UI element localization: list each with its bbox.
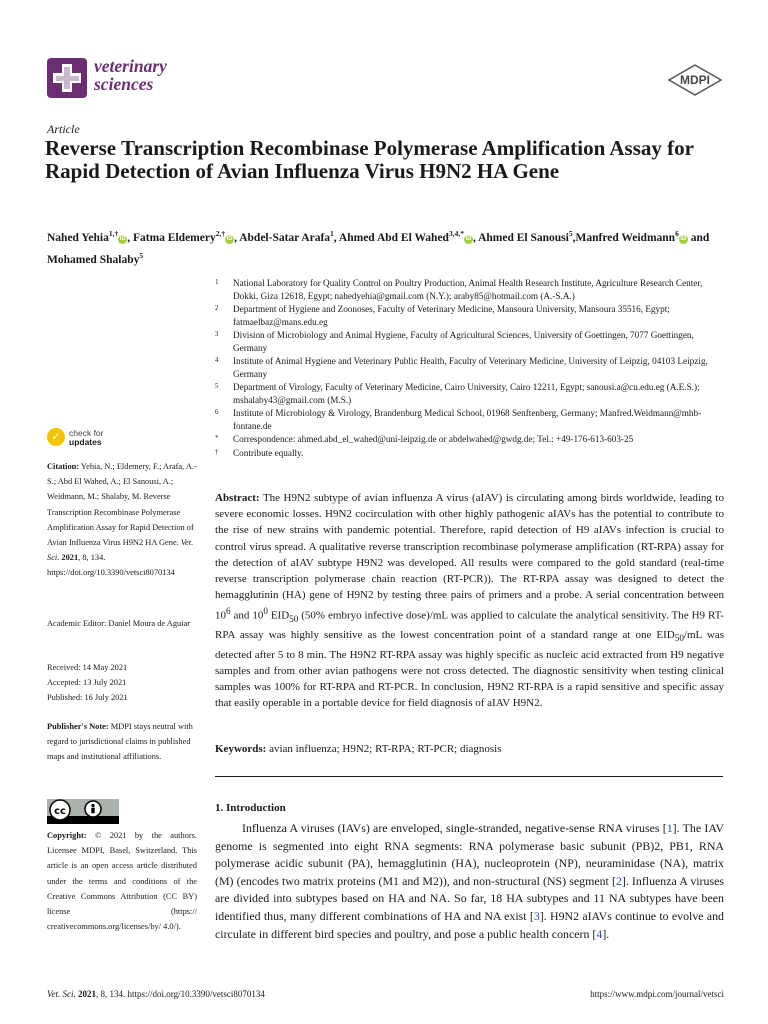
author-name: Manfred Weidmann [575,231,676,244]
journal-name [94,57,224,93]
abstract-text-4: (50% embryo infective dose)/mL was applied to calculate the analytical sensitivity. The H9 RT-RPA assay was highly sensitive as the lowest concentration point of a standard range at one EID [215,610,724,642]
abstract-sub-2: 50 [674,633,684,644]
abstract-text-3: EID [267,610,290,623]
intro-text-4: ]. H9N2 aIAVs continue to evolve and circulate in different bird species and poultry, and pose a public health concern [ [215,908,724,941]
article-type: Article [47,122,80,136]
author-separator: and [687,231,710,244]
affiliation-text: Correspondence: ahmed.abd_el_wahed@uni-leipzig.de or abdelwahed@gwdg.de; Tel.: +49-176-613-603-25 [233,434,634,444]
affiliation-text: Institute of Microbiology & Virology, Brandenburg Medical School, 01968 Senftenberg, Germany; Manfred.Weidmann@mhb-fontane.de [233,408,702,431]
check-for-updates-badge[interactable] [47,428,127,452]
affiliation-mark: 3 [215,330,219,338]
affiliation-item [215,277,727,302]
cc-by-license-icon[interactable] [47,799,119,824]
affiliation-item [215,433,727,446]
footer-year: 2021 [78,989,96,999]
journal-name-line2: sciences [94,74,154,94]
affiliation-mark: 1 [215,278,219,286]
affiliation-mark: 6 [215,408,219,416]
article-dates [47,660,199,706]
author [572,229,710,244]
author [338,229,479,244]
journal-cross-logo-icon [47,58,87,98]
orcid-icon[interactable]: iD [226,235,233,242]
footer-citation [47,989,265,999]
author [47,250,144,266]
author-affiliation-marks: 1,† [108,229,119,238]
citation-year: 2021 [61,553,79,563]
affiliation-mark: * [215,434,219,442]
footer-journal: Vet. Sci. [47,989,76,999]
author-name: Fatma Eldemery [133,231,216,244]
author-name: Nahed Yehia [47,231,109,244]
affiliation-mark: † [215,447,219,456]
author-name: Abdel-Satar Arafa [239,231,331,244]
introduction-paragraph [215,820,724,943]
intro-text-2: ]. The IAV genome is segmented into eight RNA segments: RNA polymerase basic subunit (PB)2, PB1, RNA polymerase acidic subunit (PA), hemagglutinin (HA), nucleoprotein (NP), neuraminidase (NA), matrix (M) (encodes two matrix proteins (M1 and M2)), and non-structural (NS) segment [ [215,821,725,888]
copyright-label: Copyright: [47,831,87,840]
author-affiliation-marks: 1 [330,229,334,238]
affiliation-item [215,447,727,460]
reference-link[interactable]: 3 [533,908,540,923]
mdpi-logo-icon [667,64,723,96]
intro-text-3: ]. Influenza A viruses are divided into subtypes based on HA and NA. So far, 18 HA subtypes and 11 NA subtypes have been identified thus, many different combinations of HA and NA exist [ [215,873,724,923]
author-name: Ahmed Abd El Wahed [338,231,449,244]
abstract-sup-1: 6 [226,606,231,617]
author [239,229,339,244]
affiliation-item [215,381,727,406]
publisher-name: MDPI [680,73,710,87]
affiliations [215,277,727,460]
article-title: Reverse Transcription Recombinase Polymerase Amplification Assay for Rapid Detection of Avian Influenza Virus H9N2 HA Gene [45,136,694,183]
author-affiliation-marks: 3,4,* [448,229,464,238]
published-date: Published: 16 July 2021 [47,693,128,703]
section-divider [215,776,723,777]
affiliation-item [215,329,727,354]
abstract-text-2: and 10 [230,610,264,623]
abstract-sup-2: 0 [263,606,268,617]
author [133,229,240,244]
orcid-icon[interactable]: iD [465,235,472,242]
citation-doi[interactable]: , 8, 134. https://doi.org/10.3390/vetsci8070134 [47,553,175,578]
updates-line2: updates [69,436,102,447]
abstract-label: Abstract: [215,492,260,504]
author-name: Ahmed El Sanousi [478,231,569,244]
affiliation-text: Institute of Animal Hygiene and Veterinary Public Health, Faculty of Veterinary Medicine, University of Leipzig, 04103 Leipzig, Germany [233,356,708,379]
affiliation-text: Department of Virology, Faculty of Veterinary Medicine, Cairo University, Cairo 12211, Egypt; sanousi.a@cu.edu.eg (A.E.S.); mshalaby43@gmail.com (M.S.) [233,382,700,405]
affiliation-mark: 5 [215,382,219,390]
author-separator: , [333,231,339,244]
author-separator: , [472,231,479,244]
publisher-note [47,719,199,765]
author-name: Mohamed Shalaby [47,253,140,266]
affiliation-text: Contribute equally. [233,447,304,458]
academic-editor: Academic Editor: Daniel Moura de Aguiar [47,619,191,628]
affiliation-text: Division of Microbiology and Animal Hygiene, Faculty of Agricultural Sciences, University of Goettingen, 7077 Goettingen, Germany [233,330,694,353]
copyright-text: © 2021 by the authors. Licensee MDPI, Basel, Switzerland. This article is an open access article distributed under the terms and conditions of the Creative Commons Attribution (CC BY) license (https:// creativecommons.org/licenses/by/ 4.0/). [47,831,198,932]
received-date: Received: 14 May 2021 [47,663,128,672]
svg-text:cc: cc [54,806,66,817]
reference-link[interactable]: 1 [666,821,673,835]
section-heading: 1. Introduction [215,802,286,814]
reference-link[interactable]: 4 [596,926,603,941]
orcid-icon[interactable]: iD [680,235,687,242]
citation-label: Citation: [47,462,80,471]
citation [47,459,199,581]
citation-journal: Vet. Sci. [47,538,194,563]
orcid-icon[interactable]: iD [119,235,126,242]
intro-text-1: Influenza A viruses (IAVs) are enveloped, single-stranded, negative-sense RNA viruses [ [242,821,667,835]
author-list [47,225,727,269]
publisher-note-text: MDPI stays neutral with regard to jurisdictional claims in published maps and institutional affiliations. [47,722,193,762]
author [478,229,576,244]
updates-line1: check for [69,428,104,438]
affiliation-item [215,303,727,328]
affiliation-item [215,355,727,380]
keywords [215,741,724,757]
affiliation-mark: 2 [215,304,219,312]
author-affiliation-marks: 5 [568,229,573,238]
accepted-date: Accepted: 13 July 2021 [47,678,127,688]
abstract-text-1: The H9N2 subtype of avian influenza A virus (aIAV) is circulating among birds worldwide, leading to severe economic losses. H9N2 cocirculation with other highly pathogenic aIAVs has the potential to contribute to the rise of new strains with pandemic potential. Therefore, rapid detection of H9 aIAVs infection is crucial to control virus spread. A qualitative reverse transcription recombinase polymerase amplification (RT-RPA) assay for the detection of aIAV subtype H9N2 was developed. All results were compared to the gold standard (real-time reverse transcription polymerase chain reaction (RT-PCR)). The RT-RPA assay was designed to detect the hemagglutinin (HA) gene of H9N2 by testing three pairs of primers and a probe. A serial concentration between 10 [215,492,724,623]
abstract-sub-1: 50 [289,614,299,625]
keywords-text: avian influenza; H9N2; RT-RPA; RT-PCR; diagnosis [269,743,502,755]
author [47,229,133,244]
author-separator: , [572,231,576,244]
affiliation-item [215,407,727,432]
author-affiliation-marks: 6 [675,229,679,238]
affiliation-mark: 4 [215,356,219,364]
check-for-updates-icon: ✓ [47,428,65,446]
author-separator: , [234,231,240,244]
reference-link[interactable]: 2 [615,873,622,888]
journal-name-line1: veterinary [94,56,167,76]
keywords-label: Keywords: [215,743,267,755]
author-affiliation-marks: 5 [139,250,144,260]
copyright-notice [47,828,197,934]
abstract [215,490,724,712]
intro-text-5: ]. [602,926,610,941]
publisher-note-label: Publisher's Note: [47,722,109,731]
author-affiliation-marks: 2,† [215,229,226,238]
author-separator: , [127,231,133,244]
abstract-text-5: /mL was detected after 5 to 8 min. The H9N2 RT-RPA assay was highly specific as nucleic acid extracted from H9 negative samples and from other avian pathogens were not cross detected. The diagnostic sensitivity when testing clinical samples was 100% for RT-RPA and RT-PCR. In conclusion, H9N2 RT-RPA is a rapid sensitive and specific assay that easily operable in a portable device for field diagnosis of aIAV H9N2. [215,629,724,710]
citation-text: Yehia, N.; Eldemery, F.; Arafa, A.-S.; Abd El Wahed, A.; El Sanousi, A.; Weidmann, M.; Shalaby, M. Reverse Transcription Recombinase Polymerase Amplification Assay for Rapid Detection of Avian Influenza Virus H9N2 HA Gene. [47,462,197,548]
footer-doi[interactable]: , 8, 134. https://doi.org/10.3390/vetsci8070134 [96,989,265,999]
footer-journal-url[interactable]: https://www.mdpi.com/journal/vetsci [590,989,724,999]
affiliation-text: Department of Hygiene and Zoonoses, Faculty of Veterinary Medicine, Mansoura University, Mansoura 35516, Egypt; fatmaelbaz@mans.edu.eg [233,304,670,327]
affiliation-text: National Laboratory for Quality Control on Poultry Production, Animal Health Research Institute, Agriculture Research Center, Dokki, Giza 12618, Egypt; nahedyehia@gmail.com (N.Y.); araby85@hotmail.com (A.-S.A.) [233,278,703,301]
